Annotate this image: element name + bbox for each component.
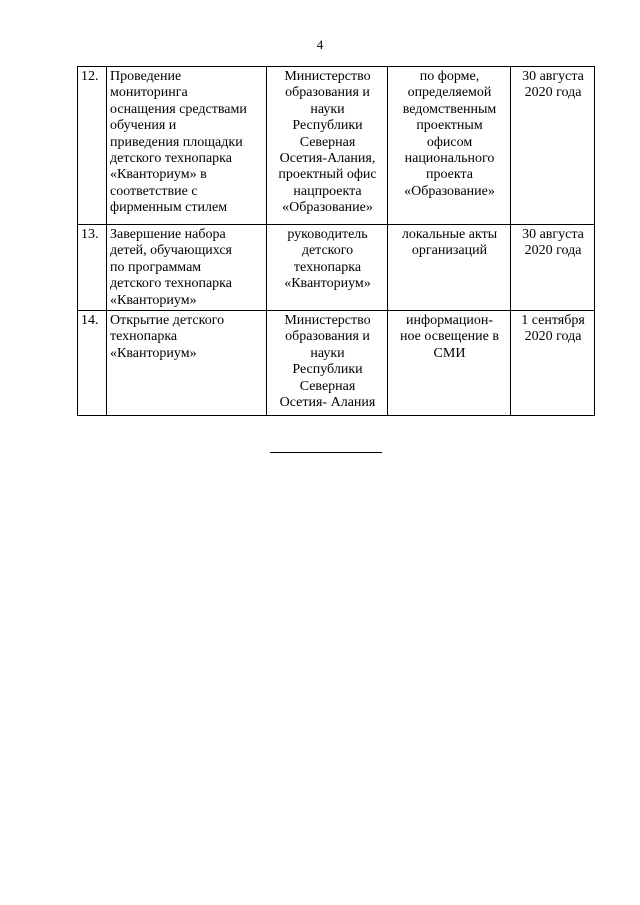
- cell-text-line: по программам: [110, 259, 202, 275]
- cell-text-line: по форме,: [419, 69, 480, 84]
- row-number-cell: 13.: [78, 225, 107, 311]
- cell-text-line: 2020 года: [524, 329, 582, 345]
- table-row: [78, 225, 595, 311]
- cell-text-line: фирменным стилем: [110, 200, 228, 216]
- cell-text-line: приведения площадки: [110, 134, 243, 150]
- cell-text-line: локальные акты: [401, 227, 498, 242]
- cell-text-line: детского технопарка: [110, 276, 232, 292]
- cell-text-line: офисом: [426, 134, 473, 150]
- form-cell: [388, 67, 511, 225]
- responsible-cell: [267, 311, 388, 416]
- responsible-cell: [267, 67, 388, 225]
- cell-text-line: «Кванториум»: [110, 345, 197, 361]
- cell-text-line: 30 августа: [522, 69, 584, 84]
- cell-text-line: Осетия- Алания: [279, 395, 376, 411]
- plan-table: [77, 66, 595, 416]
- table-row: [78, 67, 595, 225]
- cell-text-line: оснащения средствами: [110, 101, 247, 117]
- cell-text-line: проектный офис: [278, 167, 377, 183]
- cell-text-line: ведомственным: [402, 101, 497, 117]
- cell-text-line: Проведение: [110, 69, 182, 84]
- action-cell: [107, 311, 267, 416]
- cell-text-line: определяемой: [407, 85, 492, 101]
- cell-text-line: СМИ: [433, 345, 466, 361]
- cell-text-line: проектным: [416, 118, 483, 134]
- cell-text-line: «Кванториум»: [110, 292, 197, 308]
- cell-text-line: Министерство: [284, 69, 371, 84]
- form-cell: [388, 225, 511, 311]
- cell-text-line: 2020 года: [524, 85, 582, 101]
- cell-text-line: Осетия-Алания,: [279, 151, 376, 167]
- responsible-cell: [267, 225, 388, 311]
- action-cell: [107, 225, 267, 311]
- cell-text-line: детей, обучающихся: [110, 243, 232, 259]
- cell-text-line: руководитель: [287, 227, 368, 242]
- cell-text-line: Республики: [292, 118, 363, 134]
- cell-text-line: науки: [310, 345, 345, 361]
- cell-text-line: «Кванториум» в: [110, 167, 207, 183]
- end-divider-line: [270, 452, 382, 453]
- cell-text-line: 1 сентября: [521, 313, 585, 329]
- cell-text-line: Северная: [299, 378, 356, 394]
- cell-text-line: 2020 года: [524, 243, 582, 259]
- cell-text-line: «Кванториум»: [284, 276, 371, 292]
- plan-table-body: [78, 67, 595, 416]
- action-cell: [107, 67, 267, 225]
- cell-text-line: Северная: [299, 134, 356, 150]
- row-number-cell: 14.: [78, 311, 107, 416]
- cell-text-line: информацион-: [406, 313, 493, 329]
- cell-text-line: Открытие детского: [110, 313, 225, 329]
- table-row: [78, 311, 595, 416]
- cell-text-line: 30 августа: [522, 227, 584, 242]
- cell-text-line: организаций: [411, 243, 488, 259]
- cell-text-line: мониторинга: [110, 85, 188, 101]
- page-number: 4: [316, 37, 324, 52]
- deadline-cell: [511, 311, 595, 416]
- cell-text-line: «Образование»: [404, 183, 495, 199]
- cell-text-line: обучения и: [110, 118, 177, 134]
- form-cell: [388, 311, 511, 416]
- cell-text-line: детского технопарка: [110, 151, 232, 167]
- cell-text-line: науки: [310, 101, 345, 117]
- cell-text-line: Министерство: [284, 313, 371, 329]
- cell-text-line: ное освещение в: [400, 329, 499, 345]
- cell-text-line: образования и: [285, 85, 370, 101]
- deadline-cell: [511, 67, 595, 225]
- cell-text-line: технопарка: [293, 259, 362, 275]
- deadline-cell: [511, 225, 595, 311]
- cell-text-line: нацпроекта: [293, 183, 362, 199]
- cell-text-line: национального: [404, 151, 495, 167]
- cell-text-line: Республики: [292, 362, 363, 378]
- row-number-cell: 12.: [78, 67, 107, 225]
- cell-text-line: детского: [301, 243, 354, 259]
- cell-text-line: проекта: [426, 167, 473, 183]
- cell-text-line: образования и: [285, 329, 370, 345]
- cell-text-line: соответствие с: [110, 183, 198, 199]
- cell-text-line: «Образование»: [282, 200, 373, 216]
- cell-text-line: Завершение набора: [110, 227, 226, 242]
- cell-text-line: технопарка: [110, 329, 178, 345]
